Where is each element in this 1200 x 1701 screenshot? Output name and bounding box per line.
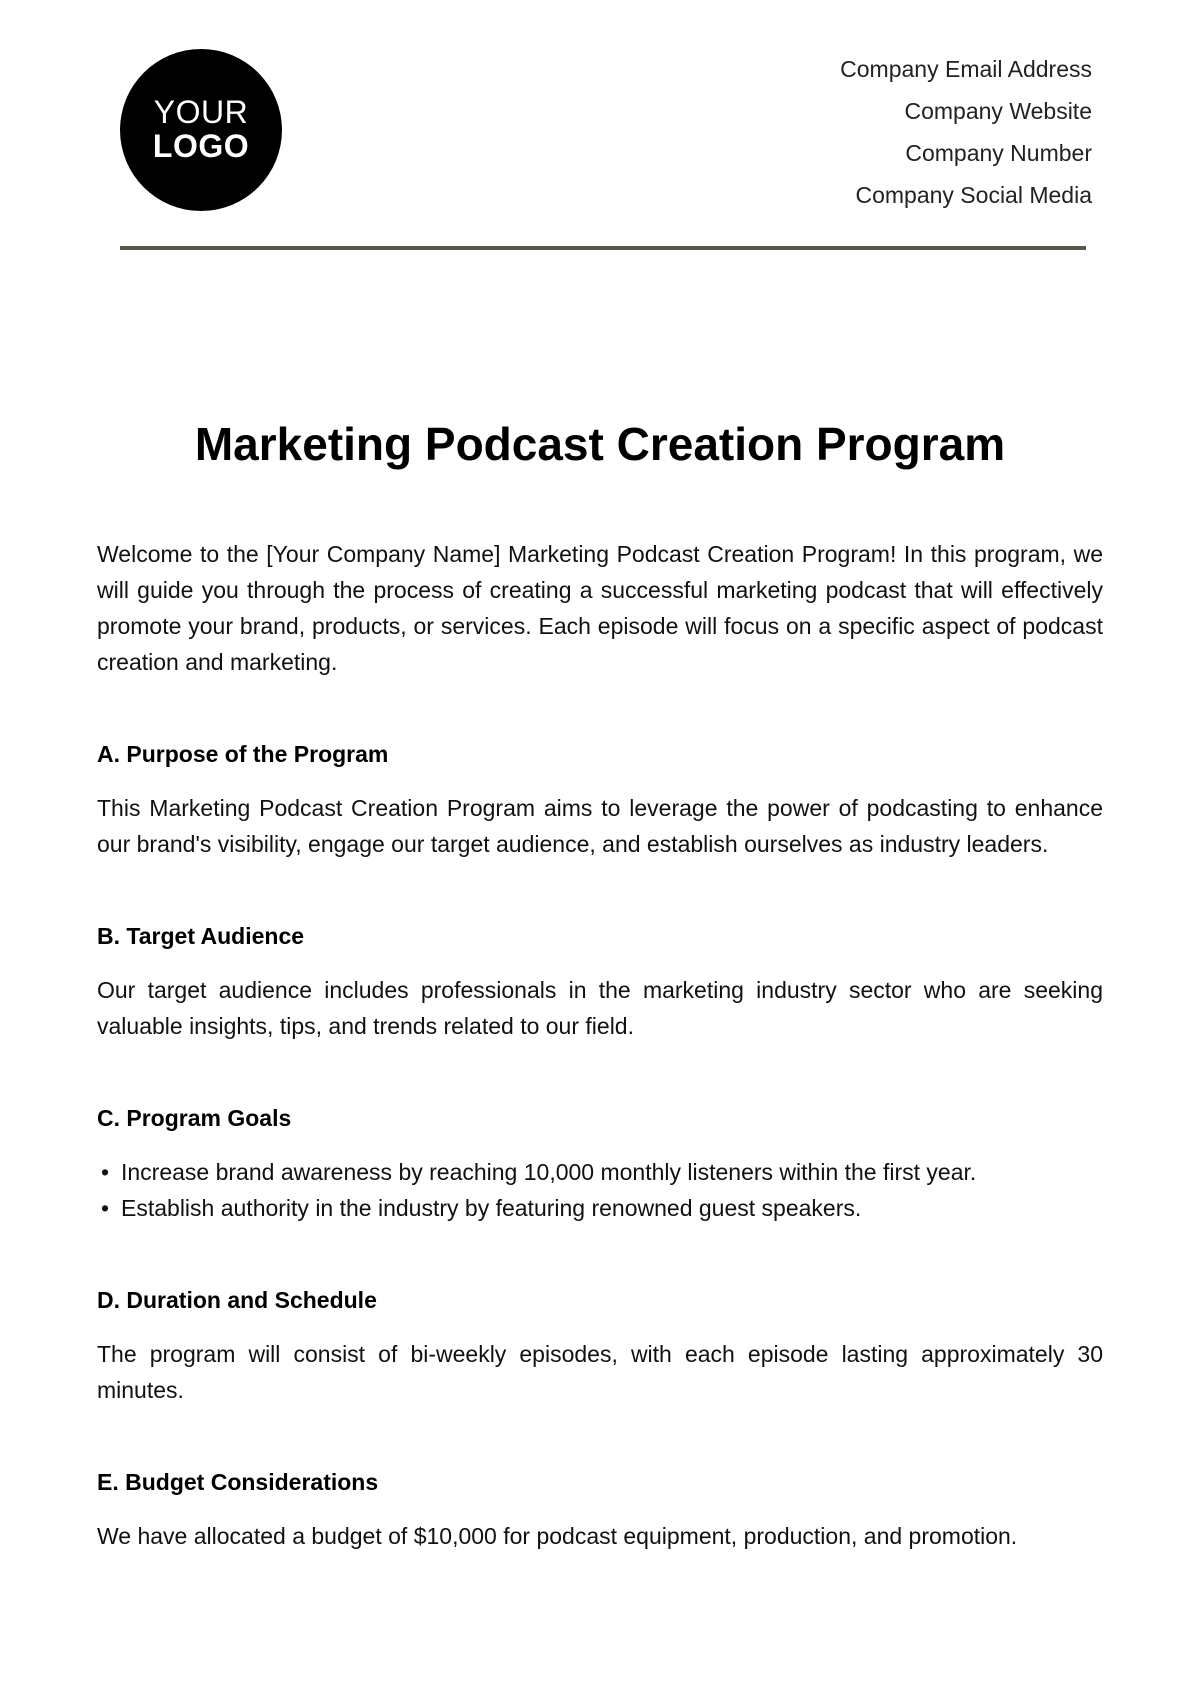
section-purpose [97, 736, 1103, 862]
section-budget [97, 1464, 1103, 1554]
company-website: Company Website [904, 98, 1092, 124]
section-heading: A. Purpose of the Program [97, 741, 389, 767]
document-title: Marketing Podcast Creation Program [194, 418, 1006, 470]
logo-text-line2: LOGO [152, 128, 250, 164]
list-item [97, 1190, 1103, 1226]
list-item-text: Establish authority in the industry by featuring renowned guest speakers. [121, 1195, 862, 1221]
section-heading: E. Budget Considerations [97, 1469, 379, 1495]
section-heading: C. Program Goals [97, 1105, 292, 1131]
section-paragraph: The program will consist of bi-weekly episodes, with each episode lasting approximately 30 minutes. [97, 1341, 1103, 1403]
company-logo [120, 49, 282, 211]
list-item-text: Increase brand awareness by reaching 10,000 monthly listeners within the first year. [121, 1159, 977, 1185]
company-social-media: Company Social Media [855, 182, 1092, 208]
bullet-glyph: • [101, 1195, 110, 1221]
section-duration-schedule [97, 1282, 1103, 1408]
section-heading: B. Target Audience [97, 923, 305, 949]
bullet-glyph: • [101, 1159, 110, 1185]
document-body [97, 536, 1103, 1554]
list-item [97, 1154, 1103, 1190]
section-heading: D. Duration and Schedule [97, 1287, 377, 1313]
section-program-goals [97, 1100, 1103, 1226]
intro-paragraph: Welcome to the [Your Company Name] Marketing Podcast Creation Program! In this program, we will guide you through the process of creating a successful marketing podcast that will effectively promote your brand, products, or services. Each episode will focus on a specific aspect of podcast creation and marketing. [97, 541, 1103, 675]
company-contact-block [840, 52, 1092, 220]
goals-list [97, 1154, 1103, 1226]
company-email: Company Email Address [840, 56, 1092, 82]
section-paragraph: This Marketing Podcast Creation Program aims to leverage the power of podcasting to enhance our brand's visibility, engage our target audience, and establish ourselves as industry leaders. [97, 795, 1103, 857]
section-paragraph: We have allocated a budget of $10,000 for podcast equipment, production, and promotion. [97, 1523, 1018, 1549]
logo-text-line1: YOUR [153, 94, 249, 131]
company-number: Company Number [905, 140, 1092, 166]
section-target-audience [97, 918, 1103, 1044]
header-divider [120, 246, 1086, 250]
section-paragraph: Our target audience includes professionals in the marketing industry sector who are seeking valuable insights, tips, and trends related to our field. [97, 977, 1103, 1039]
